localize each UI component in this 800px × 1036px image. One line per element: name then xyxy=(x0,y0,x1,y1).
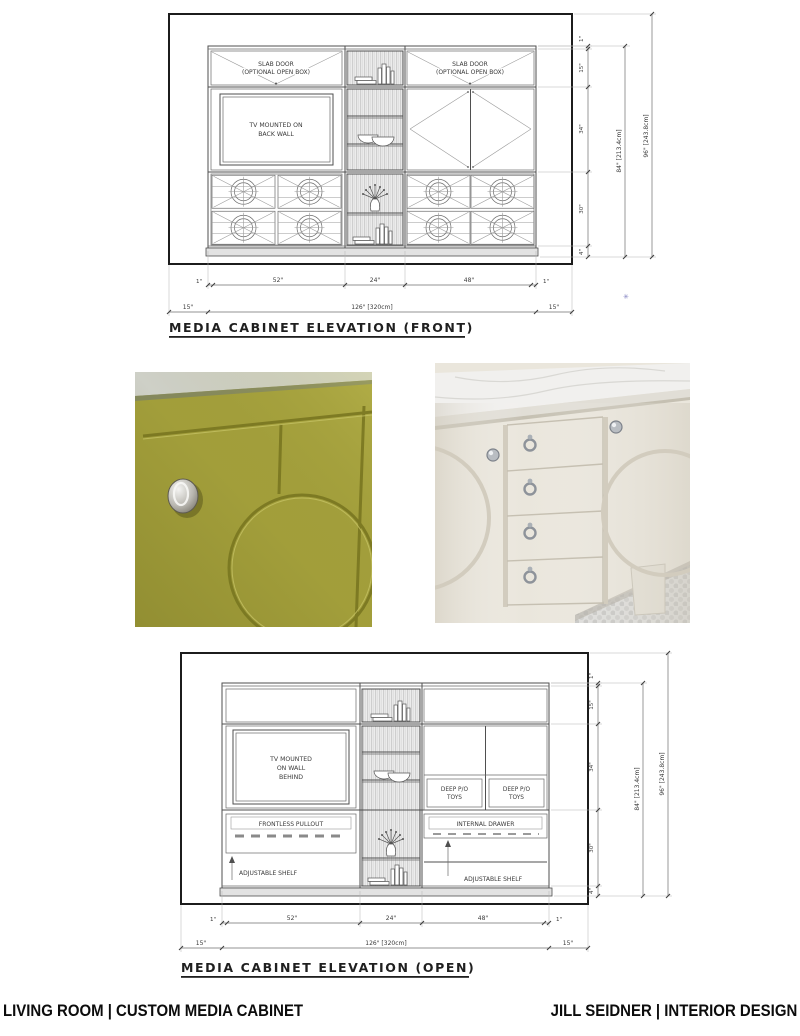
photo-white-cabinet-detail xyxy=(435,363,690,623)
tv-label: BEHIND xyxy=(278,774,304,781)
dim-label: 1" xyxy=(589,672,595,679)
dim-label: 15" xyxy=(579,63,585,73)
title-underline xyxy=(181,976,469,978)
footer-designer-credit: JILL SEIDNER | INTERIOR DESIGN xyxy=(550,1001,797,1020)
slab-door-label: (OPTIONAL OPEN BOX) xyxy=(435,69,505,76)
dim-label: 48" xyxy=(463,277,475,284)
dim-label: 84" [213.4cm] xyxy=(634,767,641,811)
front-slab-door-left xyxy=(211,51,342,85)
dim-label: 1" xyxy=(579,35,585,42)
slab-door-label: SLAB DOOR xyxy=(452,61,488,68)
dim-label: 4" xyxy=(579,248,585,256)
open-tv-section xyxy=(226,726,356,808)
dim-label: 52" xyxy=(286,915,298,922)
deep-po-toys-label: TOYS xyxy=(446,795,463,801)
front-double-doors xyxy=(407,89,534,170)
dim-label: 15" xyxy=(562,940,574,947)
open-frontless-pullout xyxy=(226,814,356,880)
dim-label: 126" [320cm] xyxy=(365,940,407,947)
open-toy-section xyxy=(424,726,547,810)
open-elevation-drawing xyxy=(175,648,690,980)
dim-label: 24" xyxy=(385,915,397,922)
open-internal-drawer xyxy=(424,814,547,883)
adjustable-shelf-label: ADJUSTABLE SHELF xyxy=(239,870,298,877)
dim-label: 48" xyxy=(477,915,489,922)
front-open-shelves xyxy=(347,89,403,170)
dim-label: 30" xyxy=(579,204,585,214)
photo-green-cabinet-detail xyxy=(135,372,372,627)
dim-label: 96" [243.8cm] xyxy=(659,752,666,796)
asterisk-mark-icon: ✳ xyxy=(623,293,629,301)
dim-label: 4" xyxy=(589,887,595,895)
front-slab-door-right xyxy=(407,51,534,85)
adjustable-shelf-label: ADJUSTABLE SHELF xyxy=(463,876,523,883)
open-elevation-title: MEDIA CABINET ELEVATION (OPEN) xyxy=(181,960,476,975)
slab-door-label: (OPTIONAL OPEN BOX) xyxy=(241,69,311,76)
front-height-dimensions xyxy=(538,12,656,259)
dim-label: 52" xyxy=(272,277,284,284)
tv-label: TV MOUNTED xyxy=(270,756,312,763)
dim-label: 15" xyxy=(589,700,595,710)
open-height-dimensions xyxy=(551,651,672,898)
dim-label: 96" [243.8cm] xyxy=(643,114,650,158)
slab-door-label: SLAB DOOR xyxy=(258,61,294,68)
open-bottom-dimensions xyxy=(179,891,590,952)
internal-drawer-label: INTERNAL DRAWER xyxy=(456,821,515,828)
title-underline xyxy=(169,336,465,338)
dim-label: 1" xyxy=(195,279,202,285)
dim-label: 126" [320cm] xyxy=(351,304,393,311)
frontless-pullout-label: FRONTLESS PULLOUT xyxy=(258,821,324,828)
dim-label: 15" xyxy=(195,940,207,947)
dim-label: 24" xyxy=(369,277,381,284)
footer-project-title: LIVING ROOM | CUSTOM MEDIA CABINET xyxy=(3,1001,304,1020)
front-lower-shelves xyxy=(347,174,403,245)
dim-label: 34" xyxy=(589,762,595,772)
deep-po-toys-label: DEEP P/O xyxy=(440,787,469,793)
tv-label: BACK WALL xyxy=(258,131,294,138)
open-middle-shelves xyxy=(362,726,420,810)
deep-po-toys-label: TOYS xyxy=(508,795,525,801)
open-top-boxes xyxy=(226,689,547,722)
deep-po-toys-label: DEEP P/O xyxy=(502,787,531,793)
dim-label: 1" xyxy=(556,917,563,923)
front-tv-section xyxy=(211,89,342,170)
front-book-box-top xyxy=(347,51,403,85)
open-lower-shelves xyxy=(362,810,420,886)
dim-label: 15" xyxy=(182,304,194,311)
dim-label: 1" xyxy=(209,917,216,923)
tv-label: TV MOUNTED ON xyxy=(249,122,303,129)
dim-label: 15" xyxy=(548,304,560,311)
dim-label: 34" xyxy=(579,124,585,134)
tv-label: ON WALL xyxy=(276,765,306,772)
dim-label: 1" xyxy=(543,279,550,285)
front-bottom-dimensions xyxy=(167,251,574,316)
dim-label: 84" [213.4cm] xyxy=(616,129,623,173)
front-elevation-drawing xyxy=(160,8,690,340)
front-elevation-title: MEDIA CABINET ELEVATION (FRONT) xyxy=(169,320,474,335)
dim-label: 30" xyxy=(589,843,595,853)
